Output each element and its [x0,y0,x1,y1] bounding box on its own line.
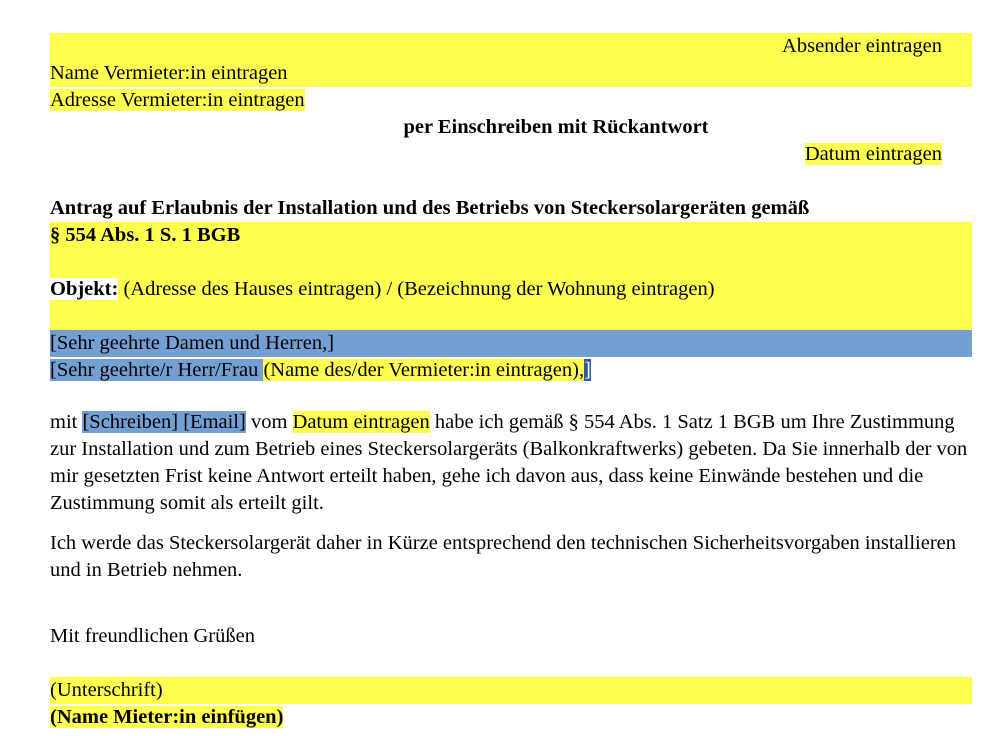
subject-line-2 [50,222,972,276]
salutation-general-text[interactable]: [Sehr geehrte Damen und Herren,] [50,332,335,354]
subject-title: Antrag auf Erlaubnis der Installation und des Betriebs von Steckersolargeräten gemäß [50,197,810,219]
salutation-personal[interactable] [50,357,591,384]
letter-type-field[interactable]: [Schreiben] [Email] [82,411,246,433]
signature-line[interactable] [50,677,972,704]
salutation-personal-start[interactable]: [Sehr geehrte/r Herr/Frau [50,359,264,381]
landlord-name-field[interactable]: Name Vermieter:in eintragen [50,62,288,84]
object-label: Objekt: [50,278,119,300]
salutation-general[interactable] [50,330,972,357]
object-line[interactable] [50,276,972,330]
sender-line[interactable] [50,33,972,60]
body-paragraph-2 [50,530,972,584]
sender-field[interactable]: Absender eintragen [782,35,942,57]
signature-field[interactable]: (Unterschrift) [50,679,163,701]
subject-line-1 [50,195,809,222]
object-field[interactable]: (Adresse des Hauses eintragen) / (Bezeichnung der Wohnung eintragen) [118,278,715,300]
delivery-method-line [50,114,972,141]
body2-text: Ich werde das Steckersolargerät daher in Kürze entsprechend den technischen Sicherheitsvorgaben installieren und in Betrieb nehmen. [50,532,957,581]
body-paragraph-1 [50,409,972,517]
body1-text-2: vom [245,411,293,433]
landlord-address-line[interactable] [50,87,305,114]
closing-line [50,623,255,650]
landlord-name-salutation-field[interactable]: (Name des/der Vermieter:in eintragen), [263,359,585,381]
date-line[interactable] [50,141,972,168]
date-field[interactable]: Datum eintragen [804,143,942,165]
subject-legal-ref: § 554 Abs. 1 S. 1 BGB [50,224,241,246]
landlord-address-field[interactable]: Adresse Vermieter:in eintragen [50,89,305,111]
body1-text-3: habe ich gemäß § 554 Abs. 1 Satz 1 BGB um Ihre Zustimmung zur Installation und zum Betrieb eines Steckersolargeräts (Balkonkraftwerks) gebeten. Da Sie innerhalb der von mir gesetzten Frist keine Antwort erteilt haben, gehe ich davon aus, dass keine Einwände bestehen und die Zustimmung somit als erteilt gilt. [50,411,968,514]
closing: Mit freundlichen Grüßen [50,625,255,647]
salutation-personal-end[interactable]: ] [584,359,591,381]
tenant-name-line[interactable] [50,704,283,731]
landlord-name-line[interactable] [50,60,972,87]
tenant-name-field[interactable]: (Name Mieter:in einfügen) [50,706,284,728]
delivery-method: per Einschreiben mit Rückantwort [403,116,709,138]
request-date-field[interactable]: Datum eintragen [292,411,430,433]
body1-text-1: mit [50,411,83,433]
